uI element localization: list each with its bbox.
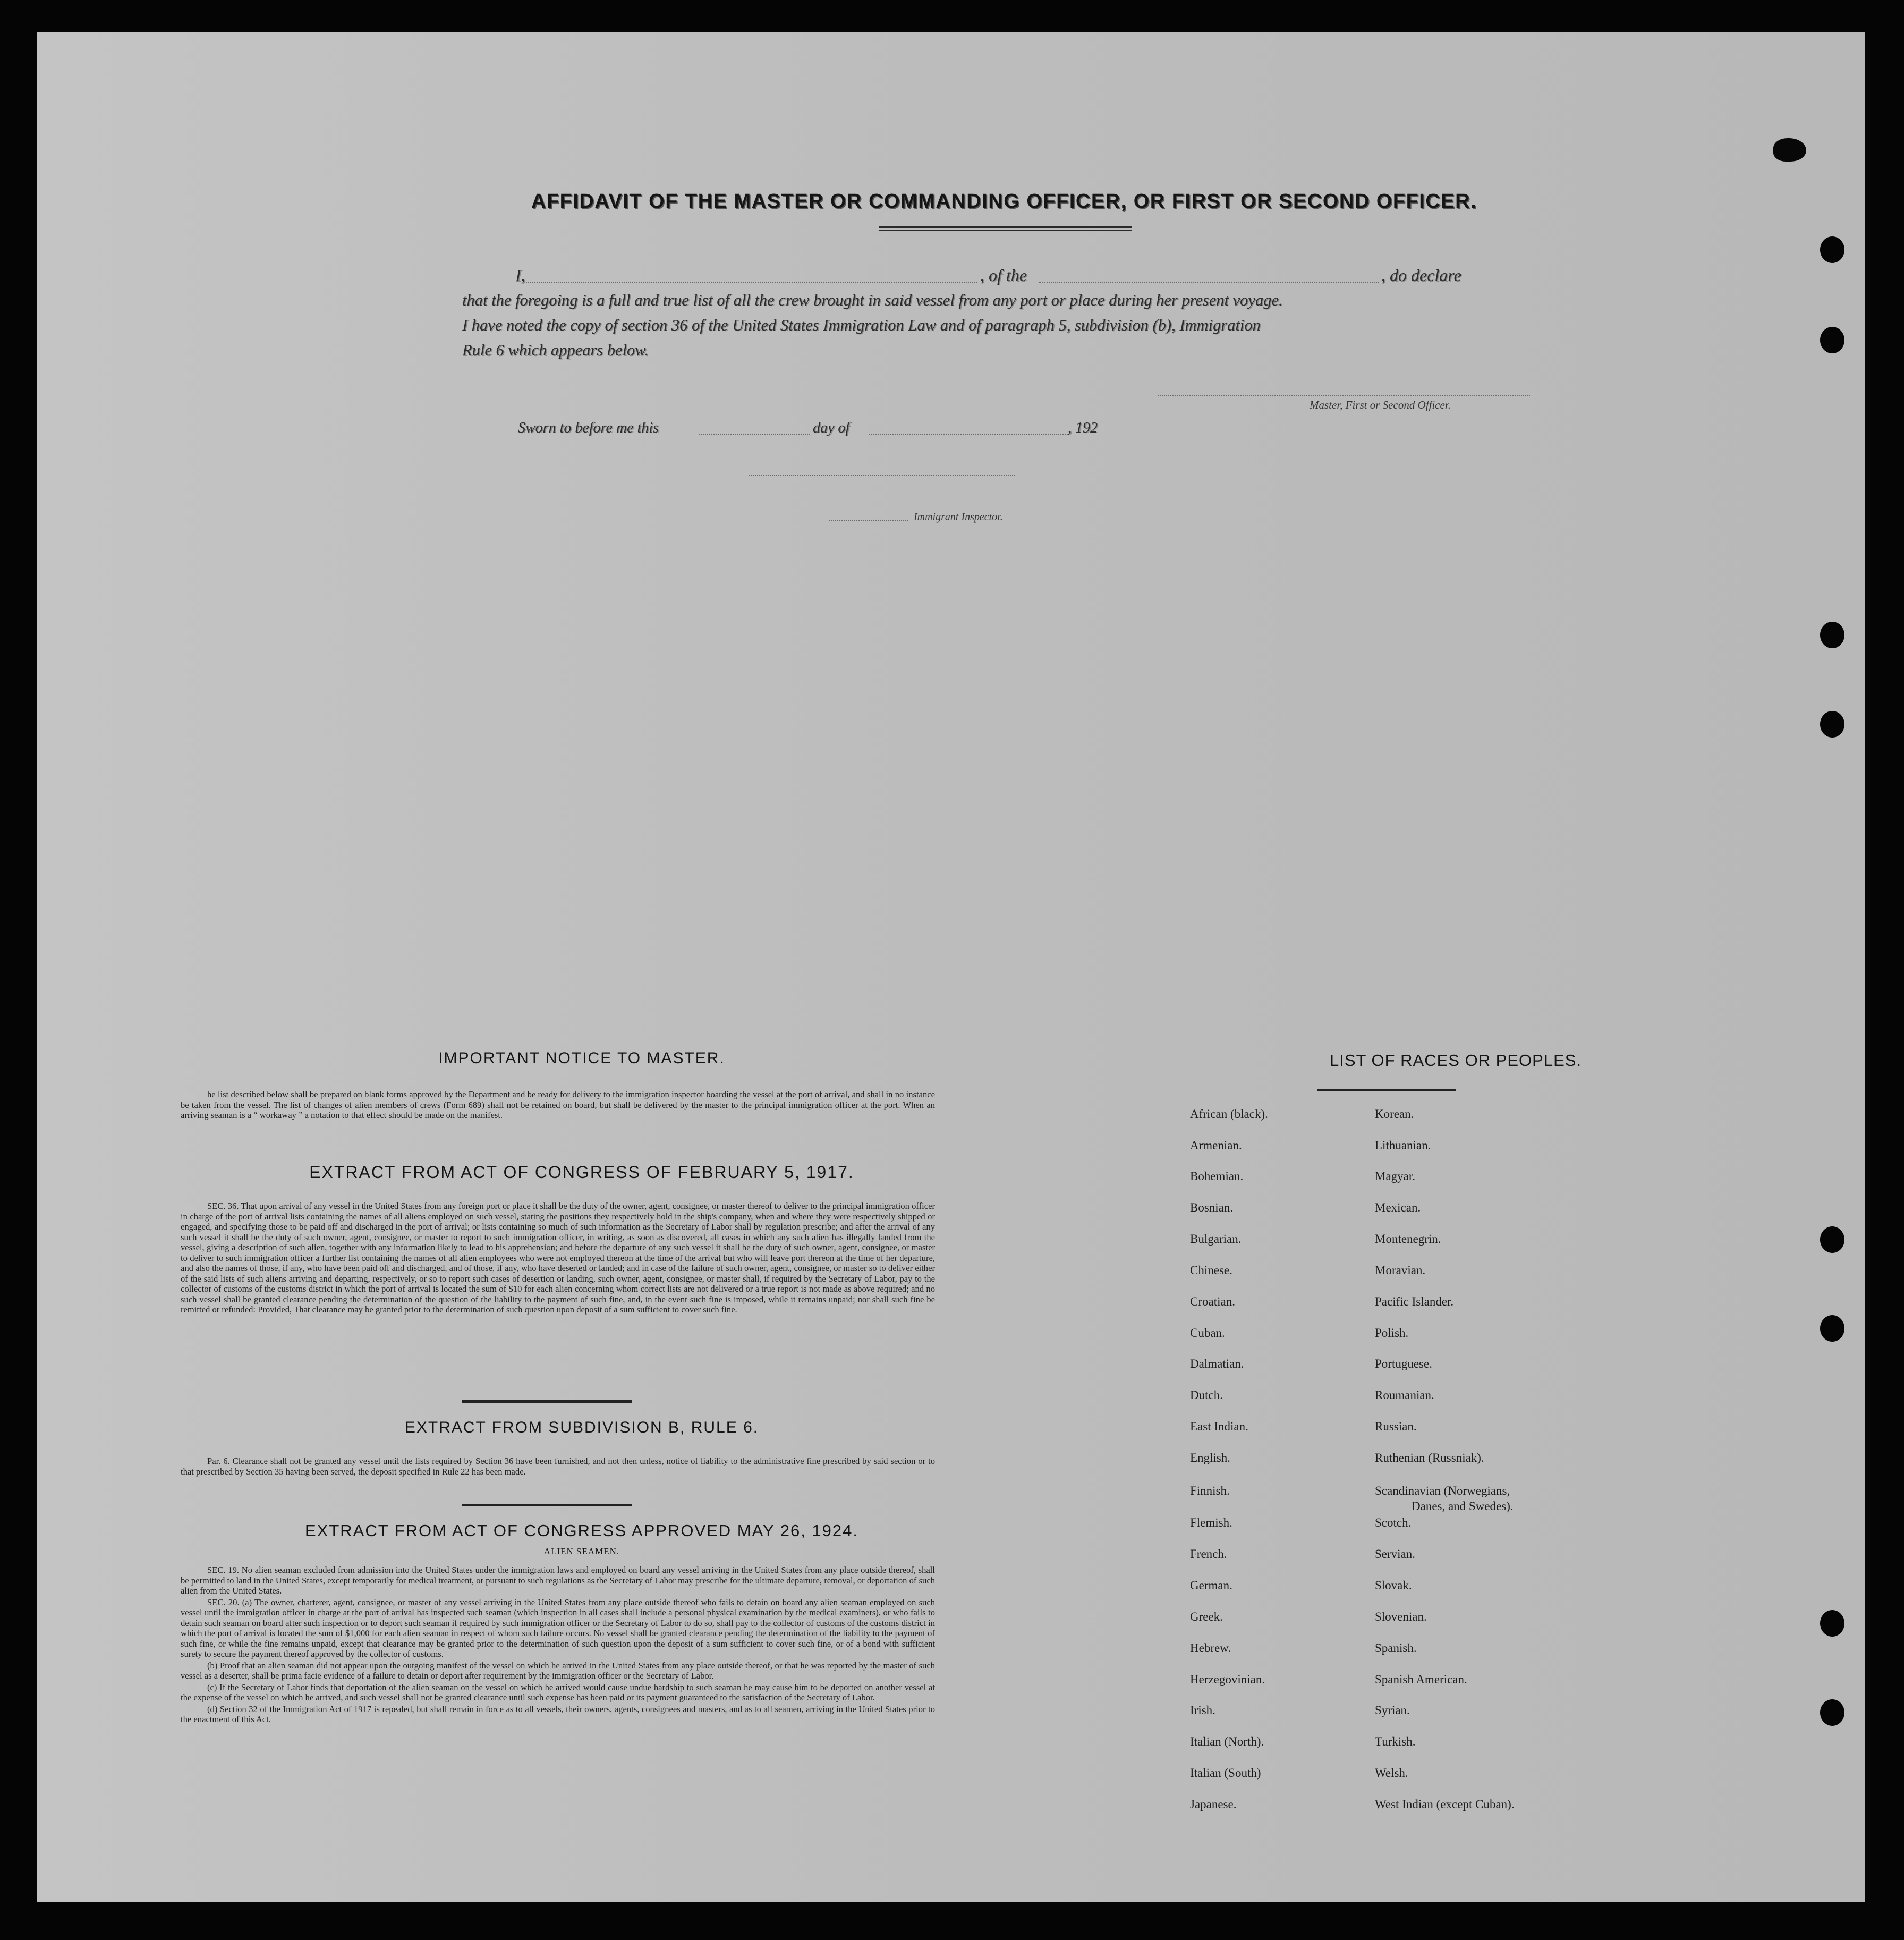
race-item: Servian. — [1375, 1547, 1416, 1561]
binder-hole — [1820, 622, 1844, 648]
race-item: Bohemian. — [1190, 1170, 1244, 1183]
sworn-day-blank[interactable] — [699, 434, 810, 435]
race-item: English. — [1190, 1451, 1231, 1464]
extract-rule6-title: EXTRACT FROM SUBDIVISION B, RULE 6. — [404, 1419, 759, 1436]
extract-1924-paragraph: (c) If the Secretary of Labor finds that deportation of the alien seaman on the vessel on which he arrived would cause undue hardship to such seaman he may cause him to be deported on another vessel at the expense of the vessel on which he arrived, and such vessel shall not be granted clearance until such expense has been paid or its payment guaranteed to the satisfaction of the Secretary of Labor. — [181, 1682, 935, 1702]
section-divider — [462, 1504, 632, 1506]
race-item: Spanish American. — [1375, 1673, 1467, 1686]
race-item: Mexican. — [1375, 1201, 1421, 1214]
notice-title: IMPORTANT NOTICE TO MASTER. — [438, 1049, 725, 1067]
race-item: Flemish. — [1190, 1516, 1232, 1529]
sworn-prefix: Sworn to before me this — [518, 420, 659, 436]
race-item: Bulgarian. — [1190, 1232, 1242, 1246]
affidavit-do-declare: , do declare — [1381, 266, 1461, 285]
binder-hole — [1820, 711, 1844, 738]
ink-blot — [1773, 138, 1806, 162]
race-item: German. — [1190, 1579, 1232, 1592]
race-item: East Indian. — [1190, 1420, 1248, 1433]
binder-hole — [1820, 1610, 1844, 1637]
sworn-line — [518, 420, 1155, 441]
extract-1924-text — [181, 1565, 935, 1726]
race-item: African (black). — [1190, 1107, 1268, 1121]
race-item: Scotch. — [1375, 1516, 1412, 1529]
race-item: West Indian (except Cuban). — [1375, 1798, 1515, 1811]
master-signature-line[interactable] — [1158, 395, 1530, 396]
title-underline — [879, 226, 1132, 228]
race-item: Bosnian. — [1190, 1201, 1234, 1214]
affidavit-of-the: , of the — [980, 266, 1027, 285]
extract-rule6-paragraph: Par. 6. Clearance shall not be granted any vessel until the lists required by Section 36 have been furnished, and not then unless, notice of liability to the administrative fine prescribed by said section or to that prescribed by Section 35 having been served, the deposit specified in Rule 22 has been made. — [181, 1456, 935, 1477]
race-item: Russian. — [1375, 1420, 1417, 1433]
race-item: Roumanian. — [1375, 1388, 1434, 1402]
document-page — [37, 32, 1865, 1902]
vessel-blank[interactable] — [1039, 282, 1379, 283]
section-divider — [462, 1400, 632, 1403]
sworn-month-blank[interactable] — [869, 434, 1068, 435]
race-item: Hebrew. — [1190, 1641, 1231, 1655]
affidavit-line-1 — [515, 266, 1551, 287]
race-item: Croatian. — [1190, 1295, 1235, 1308]
extract-1924-paragraph: SEC. 20. (a) The owner, charterer, agent, consignee, or master of any vessel arriving in the United States from any place outside thereof who fails to detain on board any alien seaman employed on such vessel until the immigration officer in charge at the port of arrival has inspected such seaman (which inspection in all cases shall include a personal physical examination by the medical examiners), or who fails to detain such seaman on board after such inspection or to deport such seaman if required by such immigration officer or the Secretary of Labor to do so, shall pay to the collector of customs of the customs district in which the port of arrival is located the sum of $1,000 for each alien seaman in respect of whom such failure occurs. No vessel shall be granted clearance pending the determination of the liability to the payment of such fine, or while the fine remains unpaid, except that clearance may be granted prior to the determination of such question upon the deposit of a sum sufficient to cover such fine, or of a bond with sufficient surety to secure the payment thereof approved by the collector of customs. — [181, 1597, 935, 1659]
affidavit-title: AFFIDAVIT OF THE MASTER OR COMMANDING OFFICER, OR FIRST OR SECOND OFFICER. — [531, 190, 1477, 213]
extract-1924-paragraph: SEC. 19. No alien seaman excluded from admission into the United States under the immigration laws and employed on board any vessel arriving in the United States from any place outside thereof, shall be permitted to land in the United States, except temporarily for medical treatment, or pursuant to such regulations as the Secretary of Labor may prescribe for the ultimate departure, removal, or deportation of such alien from the United States. — [181, 1565, 935, 1596]
inspector-signature-line[interactable] — [749, 475, 1015, 476]
races-title-underline — [1318, 1089, 1456, 1091]
inspector-dotted-lead — [829, 520, 908, 521]
race-item: Slovenian. — [1375, 1610, 1427, 1623]
affidavit-line-4: Rule 6 which appears below. — [462, 341, 649, 359]
extract-1924-subtitle: ALIEN SEAMEN. — [543, 1546, 620, 1556]
race-item: Syrian. — [1375, 1704, 1410, 1717]
binder-hole — [1820, 327, 1844, 353]
affidavit-i: I, — [515, 266, 525, 285]
notice-text — [181, 1089, 935, 1122]
race-item: Portuguese. — [1375, 1357, 1432, 1370]
race-item: Slovak. — [1375, 1579, 1412, 1592]
race-item: Spanish. — [1375, 1641, 1417, 1655]
race-item: Welsh. — [1375, 1766, 1408, 1780]
binder-hole — [1820, 1226, 1844, 1253]
race-item: Scandinavian (Norwegians, — [1375, 1484, 1510, 1497]
name-blank[interactable] — [526, 282, 978, 283]
races-title: LIST OF RACES OR PEOPLES. — [1329, 1051, 1582, 1070]
master-signature-label: Master, First or Second Officer. — [1310, 399, 1451, 411]
race-item: Pacific Islander. — [1375, 1295, 1454, 1308]
race-item: French. — [1190, 1547, 1227, 1561]
race-item: Lithuanian. — [1375, 1139, 1431, 1152]
race-item: Italian (South) — [1190, 1766, 1261, 1780]
race-item: Armenian. — [1190, 1139, 1242, 1152]
extract-1924-paragraph: (b) Proof that an alien seaman did not appear upon the outgoing manifest of the vessel on which he arrived in the United States from any place outside thereof, or that he was reported by the master of such vessel as a deserter, shall be prima facie evidence of a failure to detain or deport after requirement by the immigration officer or the Secretary of Labor. — [181, 1660, 935, 1681]
binder-hole — [1820, 1315, 1844, 1342]
race-item: Chinese. — [1190, 1264, 1232, 1277]
race-item: Irish. — [1190, 1704, 1216, 1717]
race-item: Italian (North). — [1190, 1735, 1264, 1748]
extract-1924-paragraph: (d) Section 32 of the Immigration Act of 1917 is repealed, but shall remain in force as to all vessels, their owners, agents, consignees and masters, and as to all seamen, arriving in the United States prior to the enactment of this Act. — [181, 1704, 935, 1724]
race-item-continuation: Danes, and Swedes). — [1412, 1500, 1514, 1513]
race-item: Turkish. — [1375, 1735, 1416, 1748]
title-underline — [879, 230, 1132, 231]
inspector-label: Immigrant Inspector. — [914, 511, 1003, 523]
race-item: Korean. — [1375, 1107, 1414, 1121]
race-item: Cuban. — [1190, 1326, 1225, 1340]
binder-hole — [1820, 1699, 1844, 1726]
race-item: Dutch. — [1190, 1388, 1223, 1402]
extract-1924-title: EXTRACT FROM ACT OF CONGRESS APPROVED MAY 26, 1924. — [304, 1521, 859, 1540]
race-item: Japanese. — [1190, 1798, 1237, 1811]
notice-paragraph: he list described below shall be prepared on blank forms approved by the Department and be ready for delivery to the immigration inspector boarding the vessel at the port of arrival, and shall in no instance be taken from the vessel. The list of changes of alien members of crews (Form 689) shall not be retained on board, but shall be delivered by the master to the principal immigration officer at the port. When an arriving seaman is a “ workaway ” a notation to that effect should be made on the manifest. — [181, 1089, 935, 1120]
race-item: Polish. — [1375, 1326, 1409, 1340]
sworn-year: , 192 — [1068, 420, 1098, 436]
race-item: Greek. — [1190, 1610, 1223, 1623]
sworn-day-of: day of — [813, 420, 850, 436]
race-item: Montenegrin. — [1375, 1232, 1441, 1246]
race-item: Magyar. — [1375, 1170, 1416, 1183]
extract-1917-title: EXTRACT FROM ACT OF CONGRESS OF FEBRUARY 5, 1917. — [309, 1163, 854, 1182]
extract-rule6-text — [181, 1456, 935, 1478]
affidavit-line-2: that the foregoing is a full and true list of all the crew brought in said vessel from any port or place during her present voyage. — [462, 291, 1283, 309]
binder-hole — [1820, 236, 1844, 263]
affidavit-line-3: I have noted the copy of section 36 of the United States Immigration Law and of paragraph 5, subdivision (b), Immigration — [462, 316, 1261, 334]
race-item: Finnish. — [1190, 1484, 1230, 1497]
race-item: Herzegovinian. — [1190, 1673, 1265, 1686]
race-item: Dalmatian. — [1190, 1357, 1244, 1370]
extract-1917-paragraph: SEC. 36. That upon arrival of any vessel in the United States from any foreign port or place it shall be the duty of the owner, agent, consignee, or master thereof to deliver to the principal immigration officer in charge of the port of arrival lists containing the names of all aliens employed on such vessel, stating the positions they respectively hold in the ship's company, when and where they were respectively shipped or engaged, and specifying those to be paid off and discharged in the port of arrival; or lists containing so much of such information as the Secretary of Labor shall by regulation prescribe; and after the arrival of any such vessel it shall be the duty of such owner, agent, consignee, or master to report to such immigration officer, in writing, as soon as discovered, all cases in which any such alien has illegally landed from the vessel, giving a description of such alien, together with any information likely to lead to his apprehension; and before the departure of any such vessel it shall be the duty of such owner, agent, consignee, or master to deliver to such immigration officer a further list containing the names of all alien employees who were not employed thereon at the time of the arrival but who will leave port thereon at the time of her departure, and also the names of those, if any, who have been paid off and discharged, and of those, if any, who have deserted or landed; and in case of the failure of such owner, agent, consignee, or master so to deliver either of the said lists of such aliens arriving and departing, respectively, or so to report such cases of desertion or landing, such owner, agent, consignee, or master shall, if required by the Secretary of Labor, pay to the collector of customs of the customs district in which the port of arrival is located the sum of $10 for each alien concerning whom correct lists are not delivered or a true report is not made as above required; and no such vessel shall be granted clearance pending the determination of the question of the liability to the payment of such fine, and, in the event such fine is imposed, while it remains unpaid; nor shall such fine be remitted or refunded: Provided, That clearance may be granted prior to the determination of such question upon deposit of a sum sufficient to cover such fine. — [181, 1201, 935, 1315]
race-item: Moravian. — [1375, 1264, 1426, 1277]
extract-1917-text — [181, 1201, 935, 1316]
race-item: Ruthenian (Russniak). — [1375, 1451, 1484, 1464]
